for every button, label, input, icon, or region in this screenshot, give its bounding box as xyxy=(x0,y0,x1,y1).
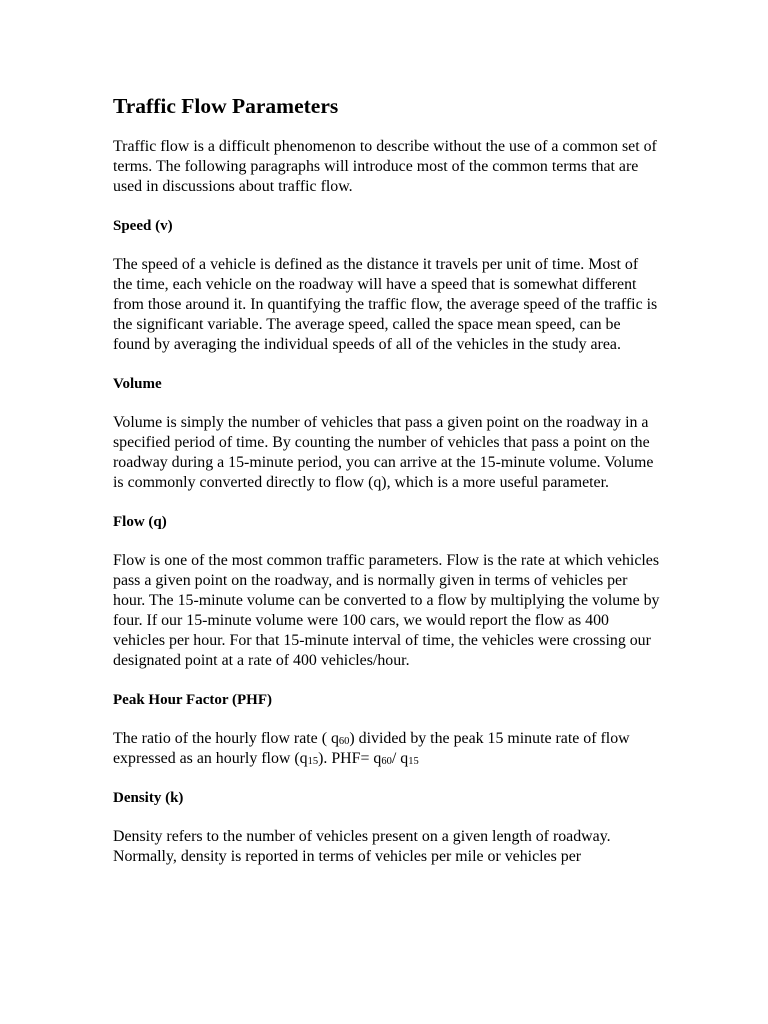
flow-heading: Flow (q) xyxy=(113,514,167,530)
phf-heading: Peak Hour Factor (PHF) xyxy=(113,692,272,708)
phf-text-2: ) divided by the peak 15 minute rate of flow expressed as an hourly flow (q xyxy=(113,730,630,767)
intro-paragraph: Traffic flow is a difficult phenomenon to describe without the use of a common set of terms. The following paragraphs will introduce most of the common terms that are used in discussions about traffic flow. xyxy=(113,138,657,195)
phf-subscript-60: 60 xyxy=(338,736,350,747)
phf-formula-subscript-60: 60 xyxy=(381,756,392,767)
phf-formula-subscript-15: 15 xyxy=(408,756,419,767)
speed-paragraph: The speed of a vehicle is defined as the distance it travels per unit of time. Most of the time, each vehicle on the roadway will have a speed that is somewhat different from those around it. In quantifying the traffic flow, the average speed of the traffic is the significant variable. The average speed, called the space mean speed, can be found by averaging the individual speeds of all of the vehicles in the study area. xyxy=(113,256,658,353)
volume-heading: Volume xyxy=(113,376,162,392)
speed-heading: Speed (v) xyxy=(113,218,173,234)
phf-text-3: ). PHF= q xyxy=(318,750,382,767)
flow-paragraph: Flow is one of the most common traffic parameters. Flow is the rate at which vehicles pass a given point on the roadway, and is normally given in terms of vehicles per hour. The 15-minute volume can be converted to a flow by multiplying the volume by four. If our 15-minute volume were 100 cars, we would report the flow as 400 vehicles per hour. For that 15-minute interval of time, the vehicles were crossing our designated point at a rate of 400 vehicles/hour. xyxy=(113,552,660,669)
phf-subscript-15: 15 xyxy=(307,756,319,767)
volume-paragraph: Volume is simply the number of vehicles that pass a given point on the roadway in a specified period of time. By counting the number of vehicles that pass a point on the roadway during a 15-minute period, you can arrive at the 15-minute volume. Volume is commonly converted directly to flow (q), which is a more useful parameter. xyxy=(113,414,654,491)
phf-text-4: / q xyxy=(391,750,409,767)
density-heading: Density (k) xyxy=(113,790,184,806)
density-paragraph: Density refers to the number of vehicles present on a given length of roadway. Normally, density is reported in terms of vehicles per mile or vehicles per xyxy=(113,828,611,865)
document-content xyxy=(113,92,661,886)
phf-paragraph xyxy=(113,729,661,769)
page-title: Traffic Flow Parameters xyxy=(113,94,339,118)
phf-text-1: The ratio of the hourly flow rate ( q xyxy=(113,730,339,747)
